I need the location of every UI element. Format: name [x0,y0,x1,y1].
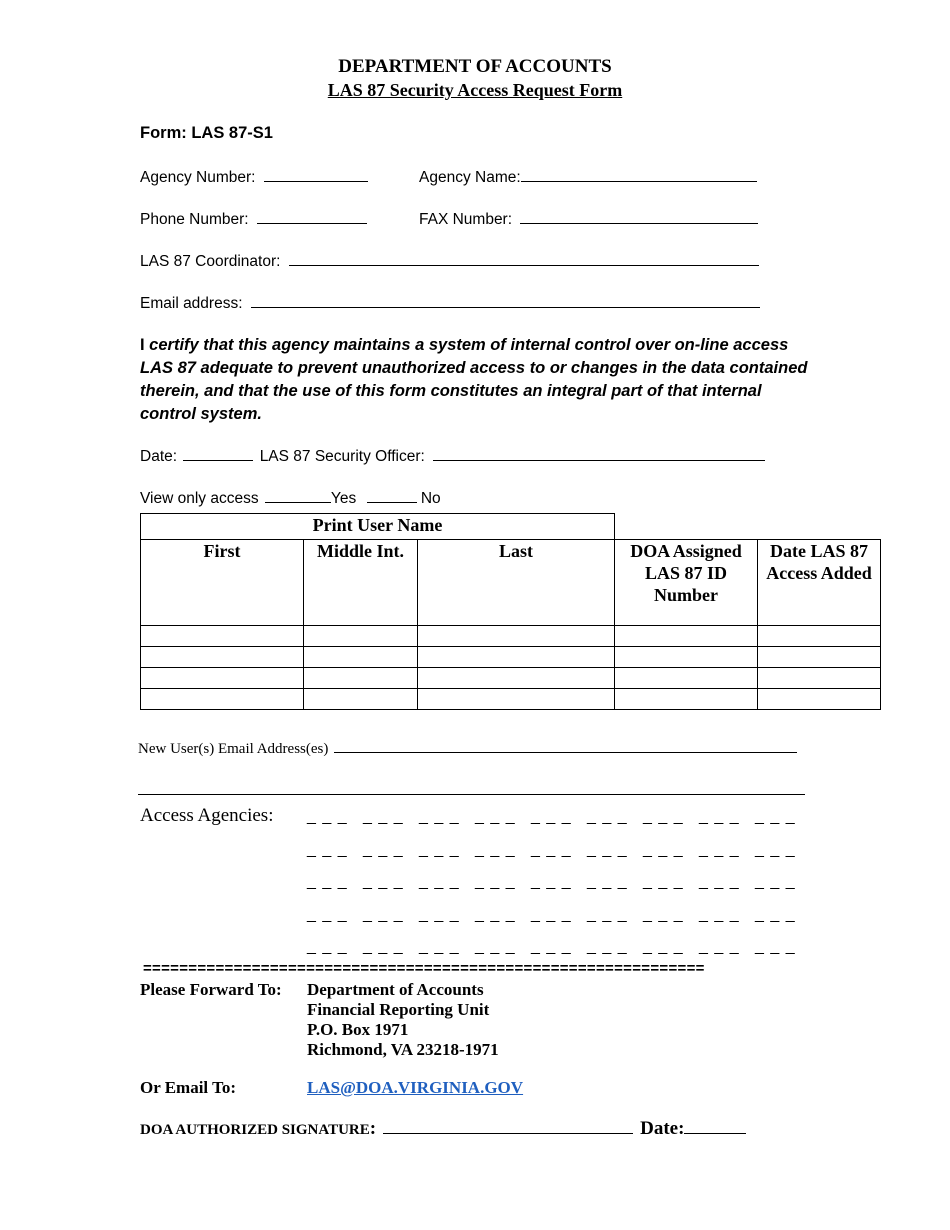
new-user-email-line-2[interactable] [138,794,805,795]
access-agency-slot[interactable]: _ _ _ [587,905,628,923]
col-date-added: Date LAS 87 Access Added [758,540,881,626]
access-agency-slot[interactable]: _ _ _ [307,808,348,825]
new-user-email-label: New User(s) Email Address(es) [138,741,329,757]
department-title: DEPARTMENT OF ACCOUNTS [338,56,612,77]
access-agency-slot[interactable]: _ _ _ [475,938,516,955]
cell-doa-id[interactable] [615,647,758,668]
access-agency-slot[interactable]: _ _ _ [531,938,572,955]
table-row [141,668,881,689]
signature-date-label: Date: [640,1118,685,1139]
fax-number-input[interactable] [520,209,758,224]
access-agency-slot[interactable]: _ _ _ [643,808,684,825]
phone-number-label: Phone Number: [140,211,249,228]
cell-middle[interactable] [304,647,418,668]
access-agency-slot[interactable]: _ _ _ [643,840,684,858]
access-agency-slot[interactable]: _ _ _ [587,808,628,825]
forward-label: Please Forward To: [140,980,282,999]
cell-last[interactable] [418,668,615,689]
separator: ============================================================== [143,960,705,977]
phone-number-input[interactable] [257,209,367,224]
access-agency-slot[interactable]: _ _ _ [587,938,628,955]
access-agency-slot[interactable]: _ _ _ [699,873,740,890]
signature-label: DOA AUTHORIZED SIGNATURE [140,1122,370,1138]
col-doa-id: DOA Assigned LAS 87 ID Number [615,540,758,626]
table-row [141,626,881,647]
cell-first[interactable] [141,626,304,647]
certification-lead: I [140,336,145,354]
forward-address-line: Department of Accounts [307,980,484,999]
cell-first[interactable] [141,668,304,689]
cell-middle[interactable] [304,689,418,710]
access-agency-slot[interactable]: _ _ _ [363,938,404,955]
access-agency-slot[interactable]: _ _ _ [755,840,796,858]
email-to-label: Or Email To: [140,1078,237,1097]
fax-number-label: FAX Number: [419,211,513,228]
access-agency-slot[interactable]: _ _ _ [363,808,404,825]
access-agency-slot[interactable]: _ _ _ [587,840,628,858]
coordinator-label: LAS 87 Coordinator: [140,253,281,270]
new-user-email-row [138,738,797,758]
user-table-header-row [141,540,881,626]
access-agency-slot[interactable]: _ _ _ [363,840,404,858]
agency-name-label: Agency Name: [419,169,521,186]
fax-number-row [419,209,758,229]
table-row [141,689,881,710]
access-agency-slot[interactable]: _ _ _ [699,808,740,825]
access-agency-slot[interactable]: _ _ _ [475,873,516,890]
access-agency-slot[interactable]: _ _ _ [419,905,460,923]
access-agency-slot[interactable]: _ _ _ [643,873,684,890]
form-id: Form: LAS 87-S1 [140,124,273,142]
email-input[interactable] [251,293,760,308]
access-agency-slot[interactable]: _ _ _ [363,905,404,923]
date-label: Date: [140,448,178,465]
access-agency-slot[interactable]: _ _ _ [363,873,404,890]
view-only-row [140,488,441,508]
access-agency-slot[interactable]: _ _ _ [755,873,796,890]
table-row [141,647,881,668]
user-table [140,513,881,710]
access-agency-slot[interactable]: _ _ _ [643,905,684,923]
agency-name-row [419,167,757,187]
access-agency-slot[interactable]: _ _ _ [699,938,740,955]
view-only-yes-input[interactable] [265,488,331,503]
user-table-blank [615,514,881,540]
access-agency-slot[interactable]: _ _ _ [475,840,516,858]
access-agency-slot[interactable]: _ _ _ [419,873,460,890]
access-agency-row [307,906,811,939]
agency-number-input[interactable] [264,167,368,182]
access-agency-slot[interactable]: _ _ _ [755,938,796,955]
cell-first[interactable] [141,647,304,668]
access-agency-slot[interactable]: _ _ _ [307,840,348,858]
access-agencies-grid [307,808,811,971]
access-agency-slot[interactable]: _ _ _ [755,808,796,825]
date-input[interactable] [183,446,253,461]
access-agency-slot[interactable]: _ _ _ [699,905,740,923]
form-title: LAS 87 Security Access Request Form [327,80,623,100]
email-label: Email address: [140,295,243,312]
signature-row [140,1118,746,1140]
coordinator-input[interactable] [289,251,759,266]
cell-doa-id[interactable] [615,668,758,689]
signature-colon: : [369,1118,377,1139]
access-agency-slot[interactable]: _ _ _ [475,808,516,825]
security-officer-input[interactable] [433,446,765,461]
forward-address [307,980,499,1060]
access-agency-row [307,808,811,841]
email-to-link[interactable]: LAS@DOA.VIRGINIA.GOV [307,1078,524,1097]
agency-name-input[interactable] [521,167,757,182]
phone-number-row [140,209,367,229]
coordinator-row [140,251,759,271]
col-first: First [141,540,304,626]
access-agency-slot[interactable]: _ _ _ [307,873,348,890]
access-agency-slot[interactable]: _ _ _ [531,905,572,923]
cell-date-added[interactable] [758,668,881,689]
view-only-label: View only access [140,490,259,507]
cell-last[interactable] [418,689,615,710]
new-user-email-input[interactable] [334,738,797,753]
cell-middle[interactable] [304,668,418,689]
view-only-no-label: No [420,490,441,507]
cell-middle[interactable] [304,626,418,647]
cell-last[interactable] [418,626,615,647]
access-agency-row [307,873,811,906]
access-agency-slot[interactable]: _ _ _ [419,840,460,858]
col-middle-int: Middle Int. [304,540,418,626]
access-agency-slot[interactable]: _ _ _ [531,840,572,858]
signature-date-input[interactable] [684,1119,746,1134]
cell-date-added[interactable] [758,647,881,668]
cell-doa-id[interactable] [615,689,758,710]
access-agency-slot[interactable]: _ _ _ [419,938,460,955]
access-agency-row [307,841,811,874]
cell-last[interactable] [418,647,615,668]
signature-input[interactable] [383,1119,633,1134]
access-agency-slot[interactable]: _ _ _ [419,808,460,825]
date-officer-row [140,446,765,466]
certification-text: certify that this agency maintains a system of internal control over on-line access LAS 87 adequate to prevent unauthorized access to or changes in the data contained therein, and that the use of this form constitutes an integral part of that internal control system. [140,336,808,423]
security-officer-label: LAS 87 Security Officer: [259,448,425,465]
print-user-name-header: Print User Name [141,514,615,540]
access-agency-slot[interactable]: _ _ _ [587,873,628,890]
col-last: Last [418,540,615,626]
access-agencies-label: Access Agencies: [140,805,274,826]
forward-address-line: P.O. Box 1971 [307,1020,409,1039]
agency-number-label: Agency Number: [140,169,256,186]
email-row [140,293,760,313]
access-agency-slot[interactable]: _ _ _ [531,808,572,825]
view-only-yes-label: Yes [330,490,357,507]
access-agency-slot[interactable]: _ _ _ [307,938,348,955]
forward-address-line: Financial Reporting Unit [307,1000,490,1019]
cell-date-added[interactable] [758,689,881,710]
access-agency-slot[interactable]: _ _ _ [531,873,572,890]
forward-address-line: Richmond, VA 23218-1971 [307,1040,499,1059]
certification-statement [140,334,820,426]
cell-doa-id[interactable] [615,626,758,647]
access-agency-slot[interactable]: _ _ _ [307,905,348,923]
view-only-no-input[interactable] [367,488,417,503]
access-agency-slot[interactable]: _ _ _ [699,840,740,858]
user-table-group-row [141,514,881,540]
cell-first[interactable] [141,689,304,710]
access-agency-slot[interactable]: _ _ _ [755,905,796,923]
cell-date-added[interactable] [758,626,881,647]
access-agency-slot[interactable]: _ _ _ [475,905,516,923]
access-agency-slot[interactable]: _ _ _ [643,938,684,955]
agency-number-row [140,167,368,187]
